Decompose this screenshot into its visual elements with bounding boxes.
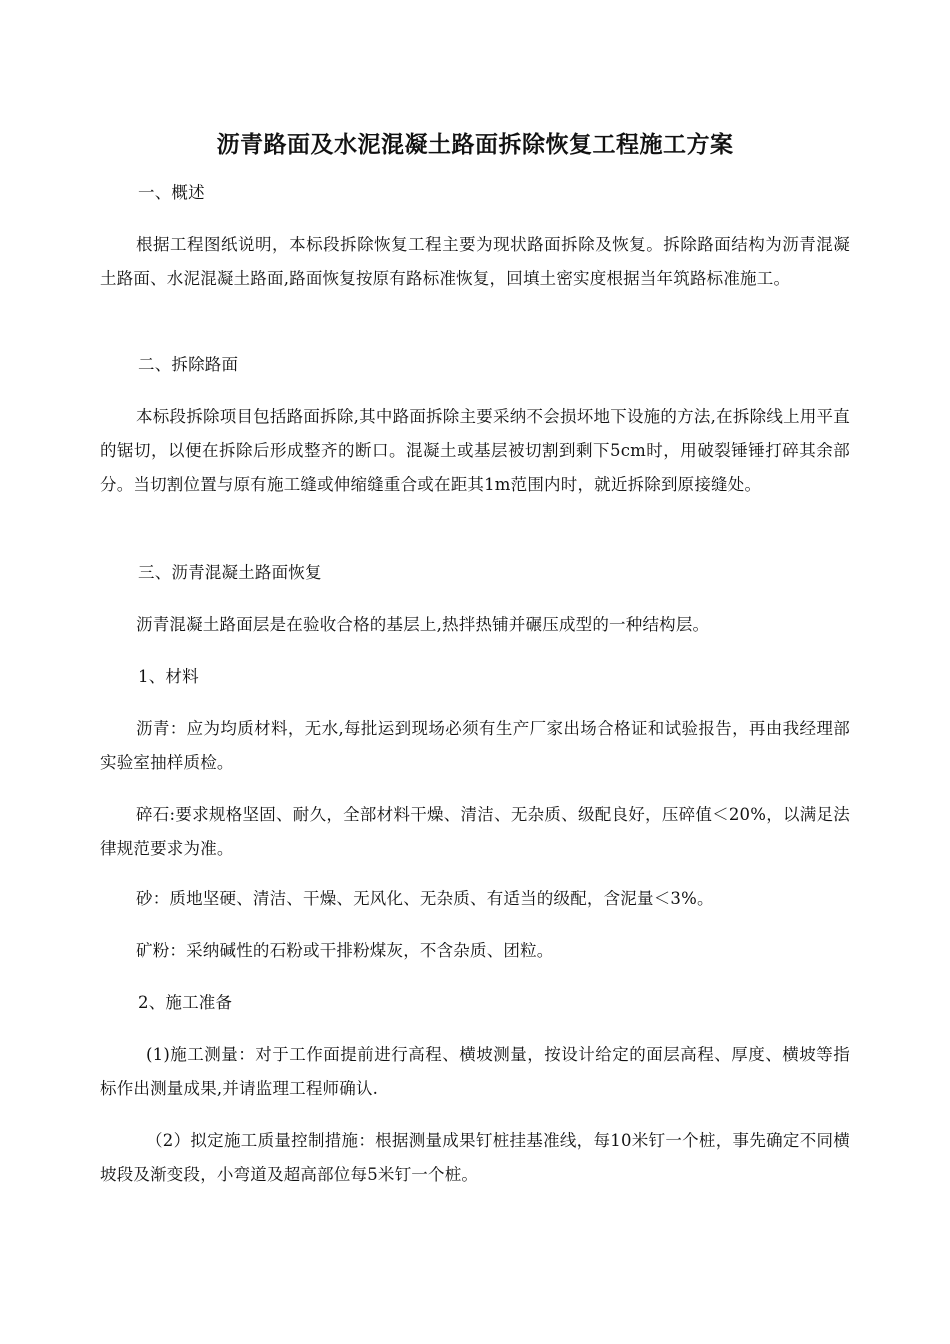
subheading-materials: 1、材料 [138,667,199,686]
paragraph-survey: (1)施工测量：对于工作面提前进行高程、横坡测量，按设计给定的面层高程、厚度、横坡等指标作出测量成果,并请监理工程师确认. [100,1045,850,1098]
section-heading-overview: 一、概述 [138,183,205,202]
paragraph-quality-control: （2）拟定施工质量控制措施：根据测量成果钉桩挂基准线，每10米钉一个桩，事先确定不同横坡段及渐变段，小弯道及超高部位每5米钉一个桩。 [100,1131,850,1184]
paragraph-gravel: 碎石:要求规格坚固、耐久，全部材料干燥、清洁、无杂质、级配良好，压碎值＜20%，以满足法律规范要求为准。 [100,805,850,858]
paragraph-sand: 砂：质地坚硬、清洁、干燥、无风化、无杂质、有适当的级配，含泥量＜3%。 [136,889,714,908]
paragraph-asphalt-layer: 沥青混凝土路面层是在验收合格的基层上,热拌热铺并碾压成型的一种结构层。 [136,615,710,634]
paragraph-mineral-powder: 矿粉：采纳碱性的石粉或干排粉煤灰，不含杂质、团粒。 [136,941,554,960]
paragraph-overview: 根据工程图纸说明，本标段拆除恢复工程主要为现状路面拆除及恢复。拆除路面结构为沥青混凝土路面、水泥混凝土路面,路面恢复按原有路标准恢复，回填土密实度根据当年筑路标准施工。 [100,235,850,288]
paragraph-demolition: 本标段拆除项目包括路面拆除,其中路面拆除主要采纳不会损坏地下设施的方法,在拆除线上用平直的锯切，以便在拆除后形成整齐的断口。混凝土或基层被切割到剩下5cm时，用破裂锤锤打碎其余部分。当切割位置与原有施工缝或伸缩缝重合或在距其1m范围内时，就近拆除到原接缝处。 [100,407,850,494]
document-title: 沥青路面及水泥混凝土路面拆除恢复工程施工方案 [216,132,734,158]
paragraph-asphalt-material: 沥青：应为均质材料，无水,每批运到现场必须有生产厂家出场合格证和试验报告，再由我经理部实验室抽样质检。 [100,719,850,772]
section-heading-asphalt-restoration: 三、沥青混凝土路面恢复 [138,563,322,582]
subheading-preparation: 2、施工准备 [138,993,233,1012]
section-heading-demolition: 二、拆除路面 [138,355,239,374]
